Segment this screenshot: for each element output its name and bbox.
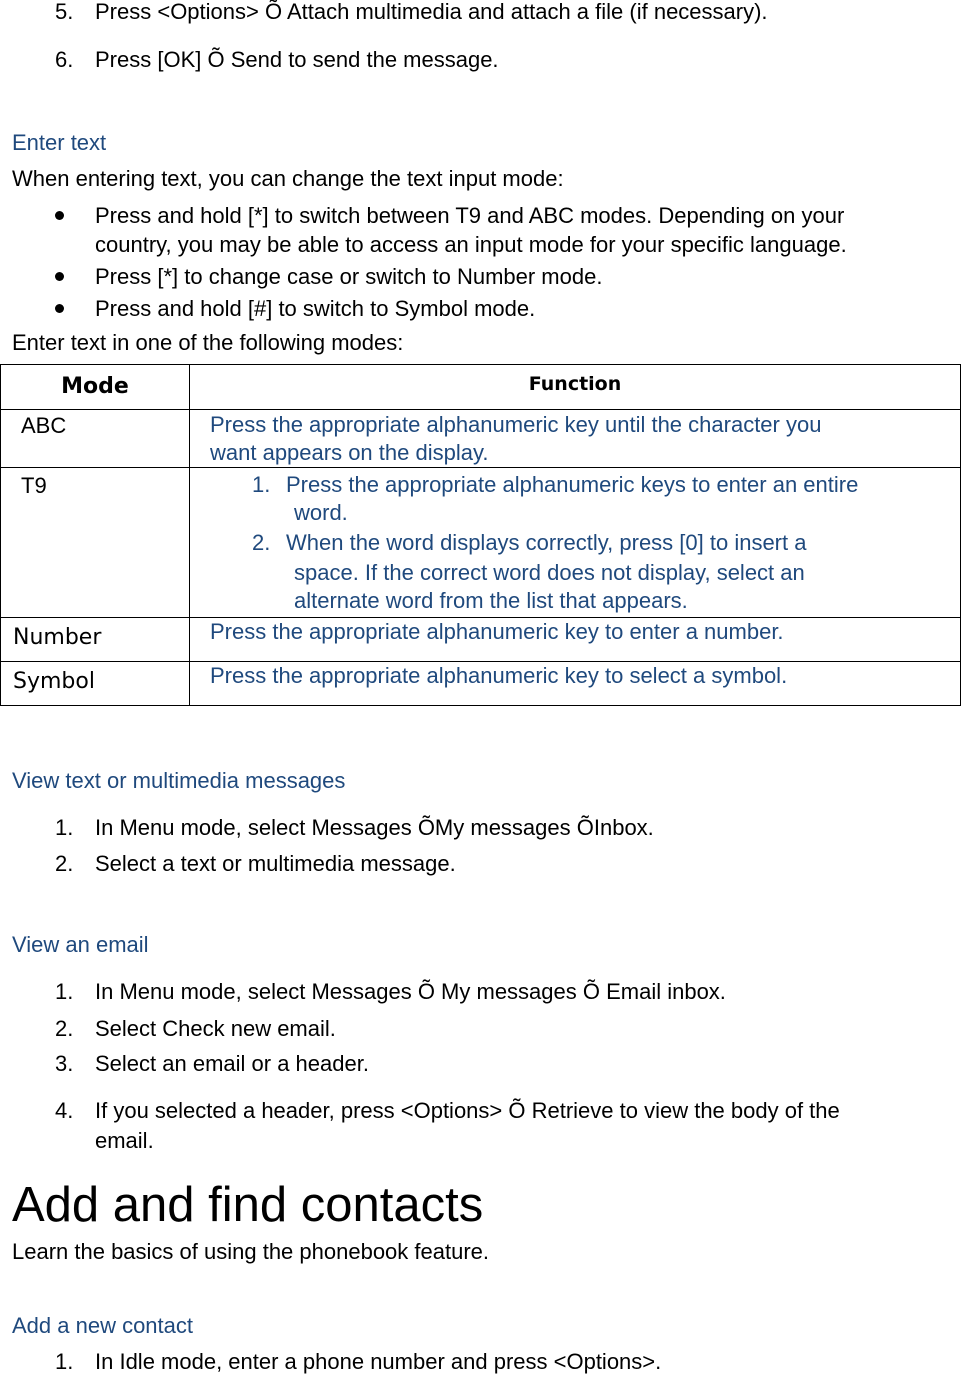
function-line: Press the appropriate alphanumeric key until the character you [210, 412, 822, 437]
header-function: Function [190, 365, 961, 410]
bullet-text: Press and hold [*] to switch between T9 and ABC modes. Depending on your [95, 203, 845, 228]
list-text: word. [294, 500, 348, 525]
section-heading-view-email: View an email [12, 932, 149, 957]
paragraph: Learn the basics of using the phonebook feature. [12, 1239, 490, 1264]
step-text: If you selected a header, press <Options> Õ Retrieve to view the body of the [95, 1098, 840, 1123]
table-row [1, 410, 961, 468]
step-text: In Menu mode, select Messages ÕMy messages ÕInbox. [95, 815, 654, 840]
bullet-text: Press [*] to change case or switch to Number mode. [95, 264, 603, 289]
modes-table [0, 364, 961, 706]
table-row [1, 618, 961, 662]
step-text: Press <Options> Õ Attach multimedia and attach a file (if necessary). [95, 0, 768, 24]
function-cell: Press the appropriate alphanumeric key to enter a number. [190, 618, 961, 662]
list-number: 2. [252, 530, 271, 555]
step-number: 2. [55, 851, 74, 876]
bullet-icon [55, 304, 64, 313]
header-mode: Mode [1, 365, 190, 410]
list-text: alternate word from the list that appears. [294, 588, 688, 613]
mode-cell: ABC [1, 410, 190, 468]
paragraph: Enter text in one of the following modes: [12, 330, 404, 355]
mode-cell: Number [1, 618, 190, 662]
page-title: Add and find contacts [12, 1178, 484, 1232]
list-text: Press the appropriate alphanumeric keys to enter an entire [286, 472, 859, 497]
table-row [1, 468, 961, 618]
paragraph: When entering text, you can change the text input mode: [12, 166, 564, 191]
section-heading-enter-text: Enter text [12, 130, 107, 155]
table-row [1, 662, 961, 706]
function-cell [190, 410, 961, 468]
list-number: 1. [252, 472, 271, 497]
step-number: 1. [55, 979, 74, 1004]
bullet-icon [55, 272, 64, 281]
bullet-text-continued: country, you may be able to access an input mode for your specific language. [95, 232, 847, 257]
step-number: 3. [55, 1051, 74, 1076]
step-text-continued: email. [95, 1128, 154, 1153]
table-header-row [1, 365, 961, 410]
mode-cell: T9 [1, 468, 190, 618]
function-cell [190, 468, 961, 618]
bullet-icon [55, 211, 64, 220]
step-number: 1. [55, 815, 74, 840]
step-text: Select a text or multimedia message. [95, 851, 456, 876]
function-line: want appears on the display. [210, 440, 489, 465]
step-number: 5. [55, 0, 74, 24]
step-number: 6. [55, 47, 74, 72]
step-text: In Idle mode, enter a phone number and press <Options>. [95, 1349, 662, 1374]
step-text: Select an email or a header. [95, 1051, 369, 1076]
list-text: When the word displays correctly, press [0] to insert a [286, 530, 807, 555]
step-text: Press [OK] Õ Send to send the message. [95, 47, 499, 72]
list-text: space. If the correct word does not display, select an [294, 560, 805, 585]
step-number: 2. [55, 1016, 74, 1041]
section-heading-view-messages: View text or multimedia messages [12, 768, 346, 793]
step-number: 4. [55, 1098, 74, 1123]
step-text: Select Check new email. [95, 1016, 336, 1041]
mode-cell: Symbol [1, 662, 190, 706]
bullet-text: Press and hold [#] to switch to Symbol mode. [95, 296, 536, 321]
section-heading-add-contact: Add a new contact [12, 1313, 194, 1338]
function-cell: Press the appropriate alphanumeric key to select a symbol. [190, 662, 961, 706]
step-text: In Menu mode, select Messages Õ My messages Õ Email inbox. [95, 979, 726, 1004]
step-number: 1. [55, 1349, 74, 1374]
